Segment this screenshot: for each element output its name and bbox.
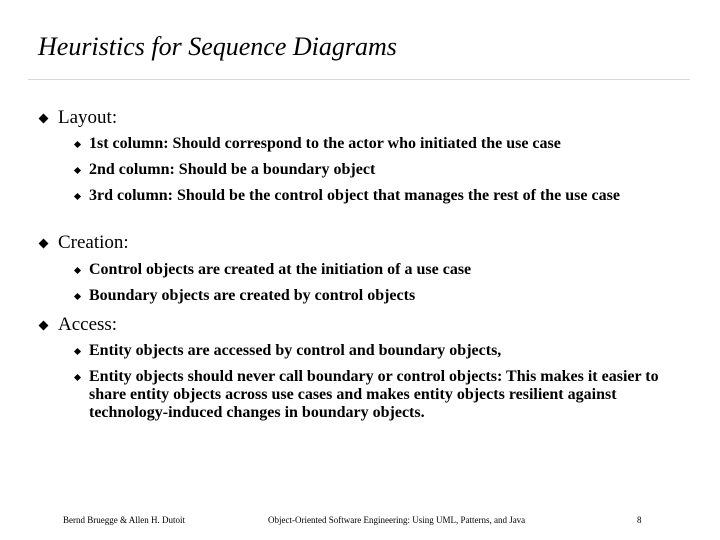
footer-authors: Bernd Bruegge & Allen H. Dutoit [63,515,185,525]
list-item-text: Entity objects should never call boundary or control objects: This makes it easier to share entity objects across use cases and makes entity objects resilient against technology-induced changes in boundary objects. [89,368,659,421]
title-divider [28,79,690,80]
list-item [72,342,672,360]
list-item [72,261,672,279]
list-item-text: 2nd column: Should be a boundary object [89,161,376,178]
small-diamond-bullet-icon [72,291,82,301]
diamond-bullet-icon [37,237,49,249]
footer-page-number: 8 [637,515,642,525]
list-item [72,287,672,305]
small-diamond-bullet-icon [72,165,82,175]
list-item-text: Control objects are created at the initiation of a use case [89,261,472,278]
section-heading: Creation: [58,232,129,253]
list-item-text: 1st column: Should correspond to the actor who initiated the use case [89,135,561,152]
list-item-text: Entity objects are accessed by control and boundary objects, [89,342,502,359]
list-item-text: 3rd column: Should be the control object that manages the rest of the use case [89,187,620,204]
section-heading: Access: [58,314,118,335]
diamond-bullet-icon [37,112,49,124]
slide-title: Heuristics for Sequence Diagrams [38,32,397,61]
list-item [72,161,672,179]
diamond-bullet-icon [37,319,49,331]
list-item [72,135,672,153]
small-diamond-bullet-icon [72,346,82,356]
small-diamond-bullet-icon [72,372,82,382]
list-item [72,187,672,205]
small-diamond-bullet-icon [72,191,82,201]
list-item [72,368,672,422]
small-diamond-bullet-icon [72,139,82,149]
small-diamond-bullet-icon [72,265,82,275]
section-heading: Layout: [58,107,118,128]
list-item-text: Boundary objects are created by control objects [89,287,416,304]
footer-book-title: Object-Oriented Software Engineering: Using UML, Patterns, and Java [268,515,526,525]
